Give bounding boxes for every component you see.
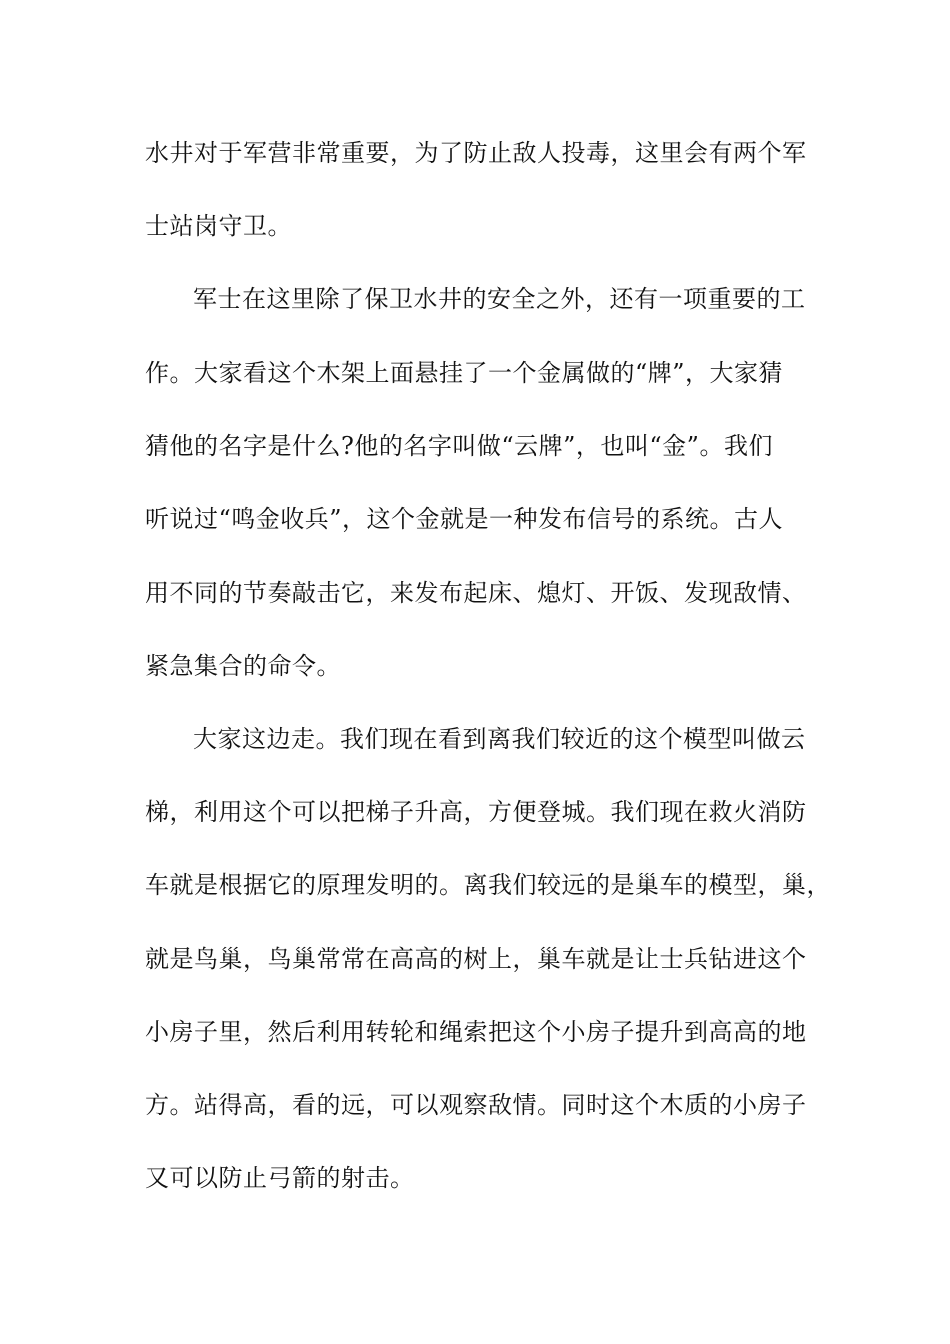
text-line: 作。大家看这个木架上面悬挂了一个金属做的“牌”，大家猜 bbox=[145, 359, 784, 387]
paragraph-first-line: 大家这边走。我们现在看到离我们较近的这个模型叫做云 bbox=[193, 725, 806, 753]
text-line: 梯，利用这个可以把梯子升高，方便登城。我们现在救火消防 bbox=[145, 798, 807, 826]
text-line: 士站岗守卫。 bbox=[145, 212, 292, 240]
text-line: 紧急集合的命令。 bbox=[145, 652, 341, 680]
text-line: 就是鸟巢，鸟巢常常在高高的树上，巢车就是让士兵钻进这个 bbox=[145, 945, 807, 973]
text-line: 又可以防止弓箭的射击。 bbox=[145, 1164, 415, 1192]
text-line: 水井对于军营非常重要，为了防止敌人投毒，这里会有两个军 bbox=[145, 139, 807, 167]
text-line: 猜他的名字是什么?他的名字叫做“云牌”，也叫“金”。我们 bbox=[145, 432, 773, 460]
text-line: 用不同的节奏敲击它，来发布起床、熄灯、开饭、发现敌情、 bbox=[145, 579, 807, 607]
text-line: 车就是根据它的原理发明的。离我们较远的是巢车的模型，巢， bbox=[145, 871, 831, 899]
text-line: 方。站得高，看的远，可以观察敌情。同时这个木质的小房子 bbox=[145, 1091, 807, 1119]
paragraph-first-line: 军士在这里除了保卫水井的安全之外，还有一项重要的工 bbox=[193, 285, 806, 313]
text-line: 听说过“鸣金收兵”，这个金就是一种发布信号的系统。古人 bbox=[145, 505, 784, 533]
text-line: 小房子里，然后利用转轮和绳索把这个小房子提升到高高的地 bbox=[145, 1018, 807, 1046]
